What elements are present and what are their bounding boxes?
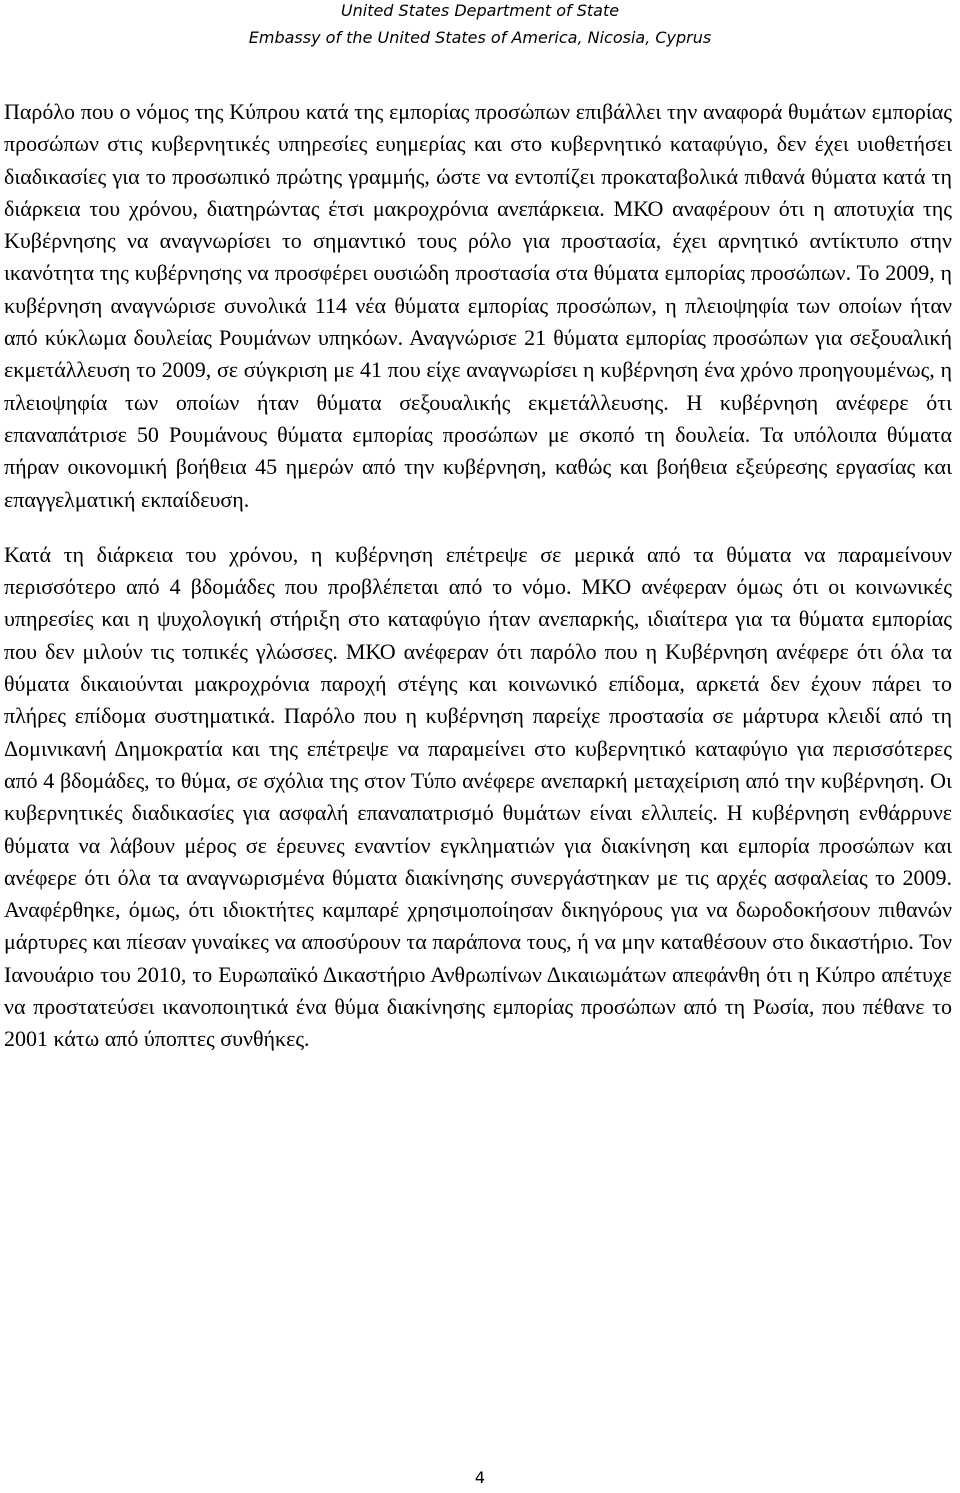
paragraph-2: Κατά τη διάρκεια του χρόνου, η κυβέρνηση επέτρεψε σε μερικά από τα θύματα να παραμείνουν περισσότερο από 4 βδομάδες που προβλέπεται από το νόμο. ΜΚΟ ανέφεραν όμως ότι οι κοινωνικές υπηρεσίες και η ψυχολογική στήριξη στο καταφύγιο ήταν ανεπαρκής, ιδιαίτερα για τα θύματα εμπορίας που δεν μιλούν τις τοπικές γλώσσες. ΜΚΟ ανέφεραν ότι παρόλο που η Κυβέρνηση ανέφερε ότι όλα τα θύματα δικαιούνται μακροχρόνια παροχή στέγης και κοινωνικό επίδομα, αρκετά δεν έχουν πάρει το πλήρες επίδομα συστηματικά. Παρόλο που η κυβέρνηση παρείχε προστασία σε μάρτυρα κλειδί από τη Δομινικανή Δημοκρατία και της επέτρεψε να παραμείνει στο κυβερνητικό καταφύγιο για περισσότερες από 4 βδομάδες, το θύμα, σε σχόλια της στον Τύπο ανέφερε ανεπαρκή μεταχείριση από την κυβέρνηση. Οι κυβερνητικές διαδικασίες για ασφαλή επαναπατρισμό θυμάτων είναι ελλιπείς. Η κυβέρνηση ενθάρρυνε θύματα να λάβουν μέρος σε έρευνες εναντίον εγκληματιών για διακίνηση και εμπορία προσώπων και ανέφερε ότι όλα τα αναγνωρισμένα θύματα διακίνησης συνεργάστηκαν με τις αρχές ασφαλείας το 2009. Αναφέρθηκε, όμως, ότι ιδιοκτήτες καμπαρέ χρησιμοποίησαν δικηγόρους για να δωροδοκήσουν πιθανών μάρτυρες και πίεσαν γυναίκες να αποσύρουν τα παράπονα τους, ή να μην καταθέσουν στο δικαστήριο. Τον Ιανουάριο του 2010, το Ευρωπαϊκό Δικαστήριο Ανθρωπίνων Δικαιωμάτων απεφάνθη ότι η Κύπρο απέτυχε να προστατεύσει ικανοποιητικά ένα θύμα διακίνησης εμπορίας προσώπων από τη Ρωσία, που πέθανε το 2001 κάτω από ύποπτες συνθήκες.	[4, 541, 952, 1052]
paragraph-1: Παρόλο που ο νόμος της Κύπρου κατά της εμπορίας προσώπων επιβάλλει την αναφορά θυμάτων εμπορίας προσώπων στις κυβερνητικές υπηρεσίες ευημερίας και στο κυβερνητικό καταφύγιο, δεν έχει υιοθετήσει διαδικασίες για το προσωπικό πρώτης γραμμής, ώστε να εντοπίζει προκαταβολικά πιθανά θύματα κατά τη διάρκεια του χρόνου, διατηρώντας έτσι μακροχρόνια ανεπάρκεια. ΜΚΟ αναφέρουν ότι η αποτυχία της Κυβέρνησης να αναγνωρίσει το σημαντικό τους ρόλο για προστασία, έχει αρνητικό αντίκτυπο στην ικανότητα της κυβέρνησης να προσφέρει ουσιώδη προστασία στα θύματα εμπορίας προσώπων. Το 2009, η κυβέρνηση αναγνώρισε συνολικά 114 νέα θύματα εμπορίας προσώπων, η πλειοψηφία των οποίων ήταν από κύκλωμα δουλείας Ρουμάνων υπηκόων. Αναγνώρισε 21 θύματα εμπορίας προσώπων για σεξουαλική εκμετάλλευση το 2009, σε σύγκριση με 41 που είχε αναγνωρίσει η κυβέρνηση ένα χρόνο προηγουμένως, η πλειοψηφία των οποίων ήταν θύματα σεξουαλικής εκμετάλλευσης. Η κυβέρνηση ανέφερε ότι επαναπάτρισε 50 Ρουμάνους θύματα εμπορίας προσώπων με σκοπό τη δουλεία. Τα υπόλοιπα θύματα πήραν οικονομική βοήθεια 45 ημερών από την κυβέρνηση, καθώς και βοήθεια εξεύρεσης εργασίας και επαγγελματική εκπαίδευση.	[4, 99, 952, 512]
document-body	[4, 96, 952, 1079]
header-department: United States Department of State	[340, 1, 620, 20]
header-embassy: Embassy of the United States of America, Nicosia, Cyprus	[248, 28, 712, 47]
page-number: 4	[474, 1468, 486, 1487]
